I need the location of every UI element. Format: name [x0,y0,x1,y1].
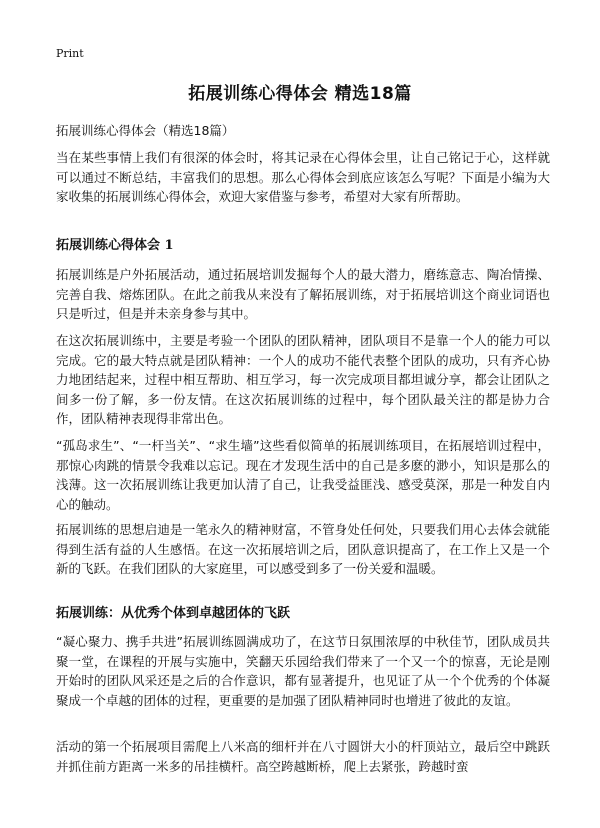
intro-paragraph: 当在某些事情上我们有很深的体会时，将其记录在心得体会里，让自己铭记于心，这样就可以通过不断总结，丰富我们的思想。那么心得体会到底应该怎么写呢？下面是小编为大家收集的拓展训练心得体会，欢迎大家借鉴与参考，希望对大家有所帮助。 [56,150,550,204]
section-1-para-3 [56,436,550,514]
section-2-para-2 [56,737,550,776]
print-label[interactable]: Print [56,47,84,60]
section-heading-1: 拓展训练心得体会 1 [56,238,174,253]
section-1-para-1 [56,265,550,324]
document-subtitle: 拓展训练心得体会（精选18篇） [56,123,235,138]
intro-block [56,148,550,207]
paragraph: 拓展训练是户外拓展活动，通过拓展培训发掘每个人的最大潜力，磨练意志、陶冶情操、完善自我、熔炼团队。在此之前我从来没有了解拓展训练，对于拓展培训这个商业词语也只是听过，但是并未亲身参与其中。 [56,267,550,321]
section-2-para-1 [56,632,550,710]
paragraph: 在这次拓展训练中，主要是考验一个团队的团队精神，团队项目不是靠一个人的能力可以完成。它的最大特点就是团队精神：一个人的成功不能代表整个团队的成功，只有齐心协力地团结起来，过程中相互帮助、相互学习，每一次完成项目都坦诚分享，都会让团队之间多一份了解，多一份友情。在这次拓展训练的过程中，每个团队最关注的都是协力合作，团队精神表现得非常出色。 [56,333,550,426]
paragraph: “凝心聚力、携手共进”拓展训练圆满成功了，在这节日氛围浓厚的中秋佳节，团队成员共聚一堂，在课程的开展与实施中，笑翻天乐园给我们带来了一个又一个的惊喜，无论是刚开始时的团队风采还是之后的合作意识，都有显著提升，也见证了从一个个优秀的个体凝聚成一个卓越的团体的过程，更重要的是加强了团队精神同时也增进了彼此的友谊。 [56,634,550,708]
section-heading-2: 拓展训练：从优秀个体到卓越团体的飞跃 [56,606,291,621]
paragraph: 活动的第一个拓展项目需爬上八米高的细杆并在八寸圆饼大小的杆顶站立，最后空中跳跃并抓住前方距离一米多的吊挂横杆。高空跨越断桥，爬上去紧张，跨越时蛮 [56,739,550,774]
section-1-para-4 [56,520,550,579]
paragraph: 拓展训练的思想启迪是一笔永久的精神财富，不管身处任何处，只要我们用心去体会就能得到生活有益的人生感悟。在这一次拓展培训之后，团队意识提高了，在工作上又是一个新的飞跃。在我们团队的大家庭里，可以感受到多了一份关爱和温暖。 [56,522,550,576]
section-1-para-2 [56,331,550,429]
page-title: 拓展训练心得体会 精选18篇 [188,84,412,104]
paragraph: “孤岛求生”、“一杆当关”、“求生墙”这些看似简单的拓展训练项目，在拓展培训过程中，那惊心肉跳的情景令我难以忘记。现在才发现生活中的自己是多麽的渺小，知识是那么的浅薄。这一次拓展训练让我更加认清了自己，让我受益匪浅、感受莫深，那是一种发自内心的触动。 [56,438,550,512]
